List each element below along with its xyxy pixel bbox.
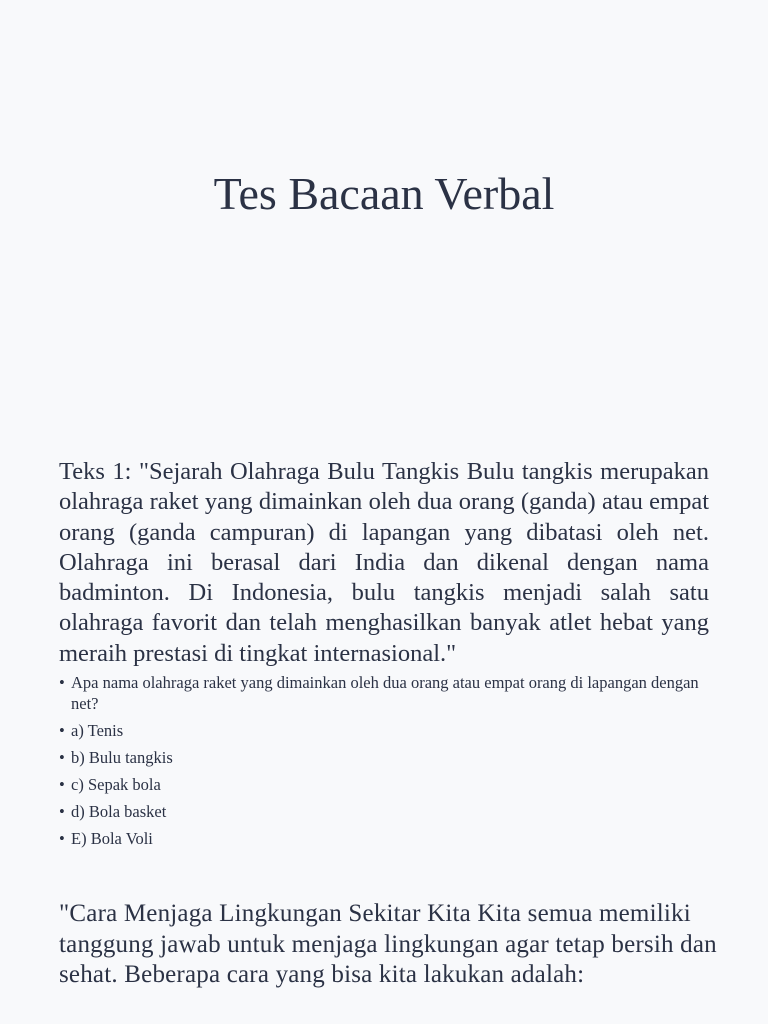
question-list — [59, 672, 709, 855]
answer-option-d: • d) Bola basket — [59, 801, 709, 822]
question-text: • Apa nama olahraga raket yang dimainkan oleh dua orang atau empat orang di lapangan dengan net? — [59, 672, 709, 714]
slide-title — [0, 0, 768, 440]
answer-option-e: • E) Bola Voli — [59, 828, 709, 849]
slide-reading-text-1 — [0, 440, 768, 880]
slide-title-heading: Tes Bacaan Verbal — [213, 168, 555, 219]
answer-option-b: • b) Bulu tangkis — [59, 747, 709, 768]
slide-reading-text-2 — [0, 880, 768, 1024]
answer-option-c: • c) Sepak bola — [59, 774, 709, 795]
reading-passage: Teks 1: "Sejarah Olahraga Bulu Tangkis Bulu tangkis merupakan olahraga raket yang dimainkan oleh dua orang (ganda) atau empat orang (ganda campuran) di lapangan yang dibatasi oleh net. Olahraga ini berasal dari India dan dikenal dengan nama badminton. Di Indonesia, bulu tangkis menjadi salah satu olahraga favorit dan telah menghasilkan banyak atlet hebat yang meraih prestasi di tingkat internasional." — [59, 458, 709, 667]
reading-passage-2: "Cara Menjaga Lingkungan Sekitar Kita Kita semua memiliki tanggung jawab untuk menjaga lingkungan agar tetap bersih dan sehat. Beberapa cara yang bisa kita lakukan adalah: — [59, 900, 717, 988]
answer-option-a: • a) Tenis — [59, 720, 709, 741]
